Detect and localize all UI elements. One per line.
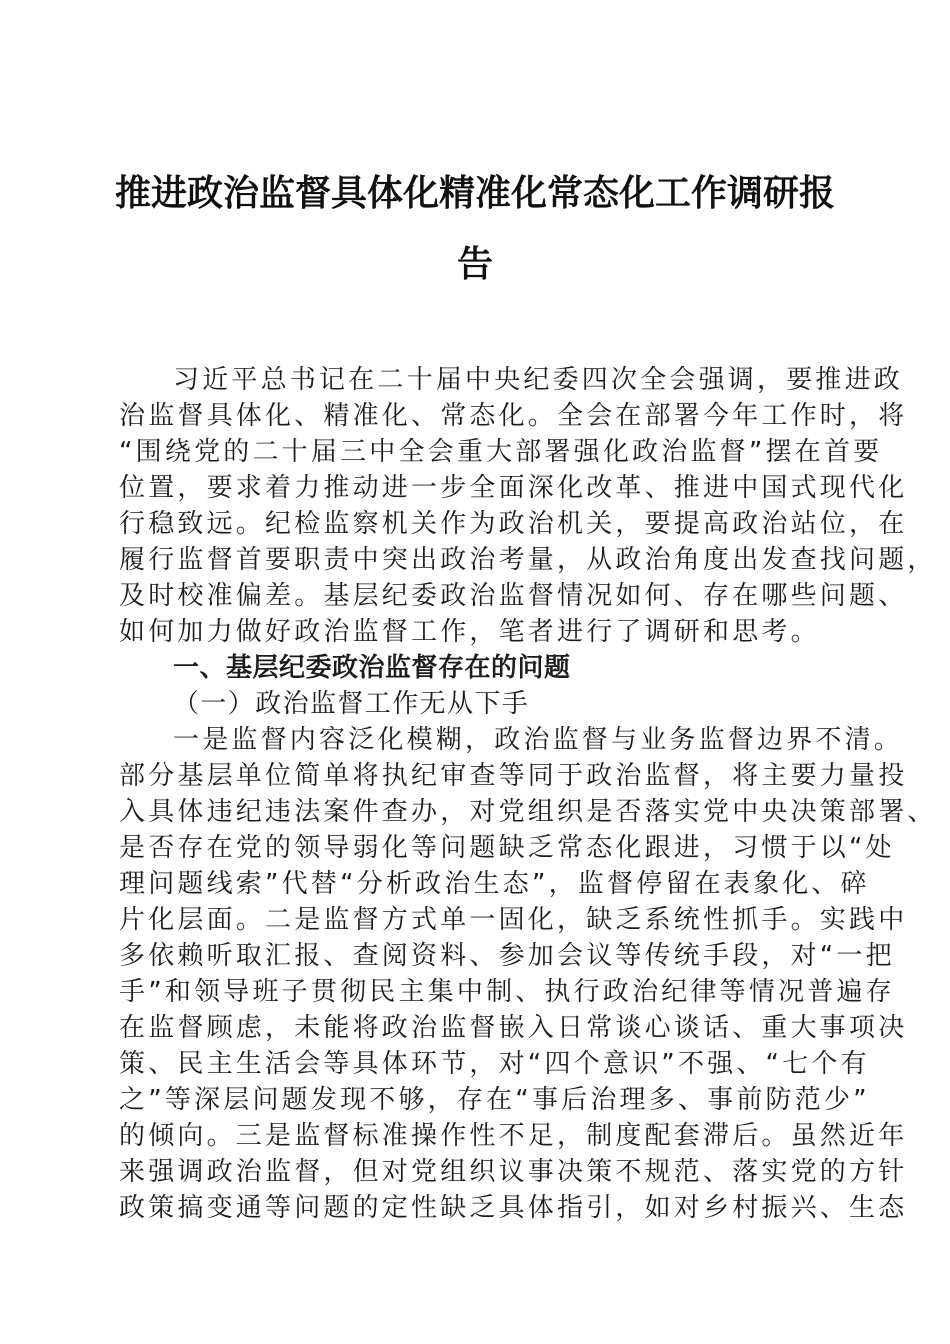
section-heading: 一、基层纪委政治监督存在的问题 bbox=[173, 653, 571, 683]
paragraph-line: 是否存在党的领导弱化等问题缺乏常态化跟进，习惯于以“处 bbox=[119, 833, 895, 863]
paragraph-line: 及时校准偏差。基层纪委政治监督情况如何、存在哪些问题、 bbox=[119, 581, 908, 611]
paragraph-line: 手”和领导班子贯彻民主集中制、执行政治纪律等情况普遍存 bbox=[119, 977, 895, 1007]
paragraph-line: 如何加力做好政治监督工作，笔者进行了调研和思考。 bbox=[119, 617, 820, 647]
paragraph-line: 入具体违纪违法案件查办，对党组织是否落实党中央决策部署、 bbox=[119, 797, 937, 827]
paragraph-line: 理问题线索”代替“分析政治生态”，监督停留在表象化、碎 bbox=[119, 869, 870, 899]
paragraph-line: 行稳致远。纪检监察机关作为政治机关，要提高政治站位，在 bbox=[119, 509, 908, 539]
paragraph-line: 片化层面。二是监督方式单一固化，缺乏系统性抓手。实践中 bbox=[119, 905, 908, 935]
document-body bbox=[119, 362, 937, 1226]
subsection-heading: （一）政治监督工作无从下手 bbox=[173, 689, 530, 719]
paragraph-line: 来强调政治监督，但对党组织议事决策不规范、落实党的方针 bbox=[119, 1157, 908, 1187]
paragraph-line: 一是监督内容泛化模糊，政治监督与业务监督边界不清。 bbox=[173, 725, 904, 755]
paragraph-line: 在监督顾虑，未能将政治监督嵌入日常谈心谈话、重大事项决 bbox=[119, 1013, 908, 1043]
paragraph-line: 位置，要求着力推动进一步全面深化改革、推进中国式现代化 bbox=[119, 473, 908, 503]
paragraph-line: 多依赖听取汇报、查阅资料、参加会议等传统手段，对“一把 bbox=[119, 941, 895, 971]
paragraph-line: 治监督具体化、精准化、常态化。全会在部署今年工作时，将 bbox=[119, 401, 908, 431]
paragraph-line: 策、民主生活会等具体环节，对“四个意识”不强、“七个有 bbox=[119, 1049, 870, 1079]
paragraph-line: 履行监督首要职责中突出政治考量，从政治角度出发查找问题， bbox=[119, 545, 937, 575]
paragraph-line: 习近平总书记在二十届中央纪委四次全会强调，要推进政 bbox=[173, 365, 904, 395]
paragraph-line: 部分基层单位简单将执纪审查等同于政治监督，将主要力量投 bbox=[119, 761, 908, 791]
paragraph-line: 的倾向。三是监督标准操作性不足，制度配套滞后。虽然近年 bbox=[119, 1121, 908, 1151]
paragraph-line: “围绕党的二十届三中全会重大部署强化政治监督”摆在首要 bbox=[119, 437, 883, 467]
document-title-line-1: 推进政治监督具体化精准化常态化工作调研报 bbox=[114, 172, 835, 214]
paragraph-line: 之”等深层问题发现不够，存在“事后治理多、事前防范少” bbox=[119, 1085, 870, 1115]
document-title-line-2: 告 bbox=[456, 243, 493, 285]
paragraph-line: 政策搞变通等问题的定性缺乏具体指引，如对乡村振兴、生态 bbox=[119, 1193, 908, 1223]
